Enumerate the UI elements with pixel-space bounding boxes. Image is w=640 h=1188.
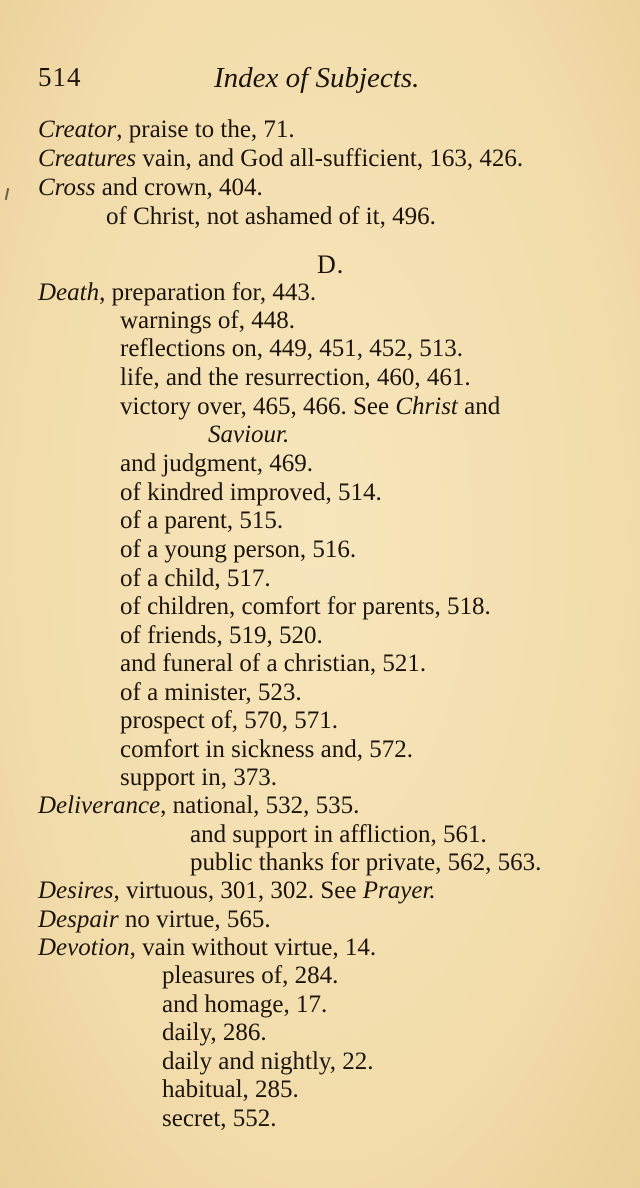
index-subentry: secret, 552.	[162, 1105, 277, 1132]
index-entry-creatures	[38, 145, 523, 173]
index-entry-death	[38, 279, 316, 307]
index-subentry: habitual, 285.	[162, 1076, 299, 1103]
index-subentry: of kindred improved, 514.	[120, 479, 382, 506]
page-header	[38, 62, 438, 102]
cross-reference: Christ	[395, 393, 458, 420]
stray-ink-mark	[5, 188, 9, 200]
index-term: Creator	[38, 116, 117, 143]
index-subentry: and funeral of a christian, 521.	[120, 650, 427, 677]
index-entry-cross	[38, 174, 263, 202]
index-subentry: prospect of, 570, 571.	[120, 707, 339, 734]
index-term: Devotion	[38, 934, 130, 961]
index-entry-text: , national, 532, 535.	[160, 792, 360, 819]
index-entry-text: victory over, 465, 466. See	[120, 393, 396, 420]
index-subentry-victory	[120, 393, 500, 421]
index-subentry: and support in affliction, 561.	[190, 821, 487, 848]
index-entry-desires	[38, 877, 436, 905]
index-entry-text: , praise to the, 71.	[116, 116, 295, 143]
index-subentry: daily and nightly, 22.	[162, 1048, 374, 1075]
index-subentry: support in, 373.	[120, 764, 277, 791]
index-entry-despair	[38, 906, 271, 934]
index-subentry: pleasures of, 284.	[162, 962, 339, 989]
index-subentry: public thanks for private, 562, 563.	[190, 849, 542, 876]
index-subentry: and homage, 17.	[162, 991, 328, 1018]
index-subentry: of Christ, not ashamed of it, 496.	[106, 203, 436, 230]
index-term: Despair	[38, 906, 119, 933]
index-term: Deliverance	[38, 792, 161, 819]
index-subentry: warnings of, 448.	[120, 307, 295, 334]
index-subentry: and judgment, 469.	[120, 450, 314, 477]
running-title: Index of Subjects.	[214, 62, 420, 94]
index-entry-text: , virtuous, 301, 302. See	[113, 877, 363, 904]
index-subentry: of friends, 519, 520.	[120, 622, 323, 649]
index-subentry: reflections on, 449, 451, 452, 513.	[120, 335, 464, 362]
index-entry-devotion	[38, 934, 376, 962]
index-subentry: comfort in sickness and, 572.	[120, 736, 414, 763]
index-entry-text: and crown, 404.	[95, 174, 263, 201]
index-term: Cross	[38, 174, 96, 201]
cross-reference: Prayer.	[362, 877, 436, 904]
index-term: Death	[38, 279, 100, 306]
index-subentry: of children, comfort for parents, 518.	[120, 593, 491, 620]
index-entry-deliverance	[38, 792, 359, 820]
index-subentry: life, and the resurrection, 460, 461.	[120, 364, 471, 391]
index-entry-creator	[38, 116, 295, 144]
index-subentry: of a young person, 516.	[120, 536, 357, 563]
cross-reference: Saviour.	[208, 421, 290, 448]
index-entry-text: , preparation for, 443.	[99, 279, 317, 306]
page-number: 514	[38, 62, 82, 92]
index-entry-text: no virtue, 565.	[118, 906, 271, 933]
index-subentry: of a child, 517.	[120, 565, 271, 592]
index-entry-text: and	[457, 393, 501, 420]
index-subentry: of a minister, 523.	[120, 679, 302, 706]
index-term: Creatures	[38, 145, 137, 172]
section-letter: D.	[317, 250, 345, 279]
index-subentry: daily, 286.	[162, 1019, 267, 1046]
index-subentry: of a parent, 515.	[120, 507, 284, 534]
index-entry-text: vain, and God all-sufficient, 163, 426.	[136, 145, 524, 172]
index-term: Desires	[38, 877, 114, 904]
index-entry-text: , vain without virtue, 14.	[129, 934, 377, 961]
